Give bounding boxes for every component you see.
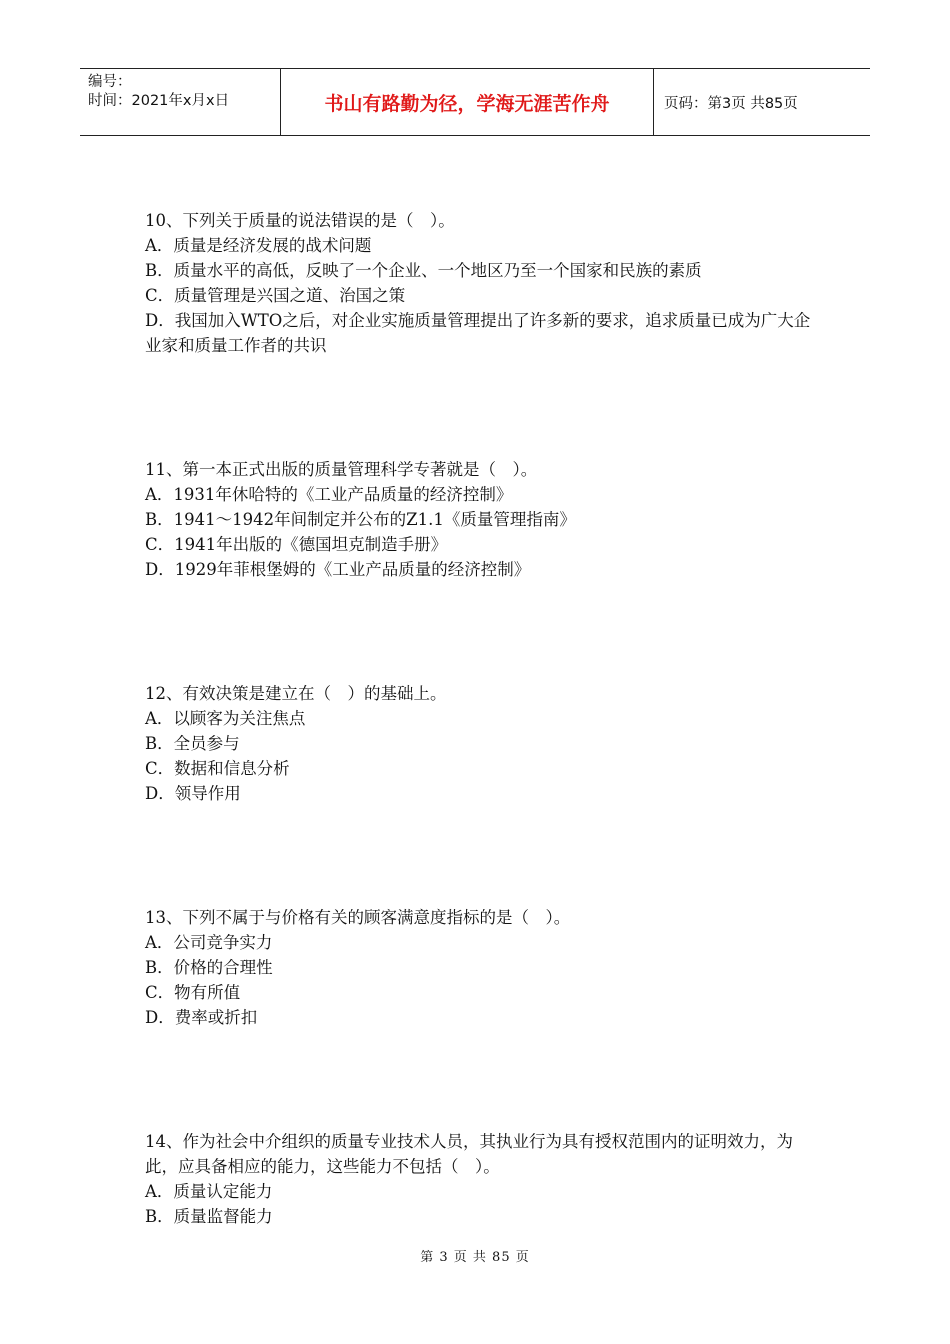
option-b: B．1941～1942年间制定并公布的Z1.1《质量管理指南》: [145, 510, 576, 529]
option-b: B．全员参与: [145, 734, 240, 753]
question-12: [145, 681, 825, 806]
option-d: D．费率或折扣: [145, 1008, 258, 1027]
question-stem: 12、有效决策是建立在（ ）的基础上。: [145, 684, 447, 703]
page-header: [80, 68, 870, 136]
option-d: D．领导作用: [145, 784, 241, 803]
option-d: D．我国加入WTO之后，对企业实施质量管理提出了许多新的要求，追求质量已成为广大企业家和质量工作者的共识: [145, 311, 811, 355]
option-a: A．公司竞争实力: [145, 933, 273, 952]
question-13: [145, 905, 825, 1030]
option-b: B．价格的合理性: [145, 958, 273, 977]
option-a: A．质量认定能力: [145, 1182, 273, 1201]
option-a: A．1931年休哈特的《工业产品质量的经济控制》: [145, 485, 513, 504]
question-stem: 11、第一本正式出版的质量管理科学专著就是（ ）。: [145, 460, 538, 479]
page-footer: 第 3 页 共 85 页: [420, 1250, 530, 1265]
time-label: 时间：2021年x月x日: [88, 93, 230, 109]
option-d: D．1929年菲根堡姆的《工业产品质量的经济控制》: [145, 560, 531, 579]
option-c: C．物有所值: [145, 983, 241, 1002]
question-stem: 10、下列关于质量的说法错误的是（ ）。: [145, 211, 455, 230]
option-a: A．以顾客为关注焦点: [145, 709, 306, 728]
option-c: C．质量管理是兴国之道、治国之策: [145, 286, 406, 305]
option-b: B．质量水平的高低，反映了一个企业、一个地区乃至一个国家和民族的素质: [145, 261, 702, 280]
question-stem: 14、作为社会中介组织的质量专业技术人员，其执业行为具有授权范围内的证明效力，为此，应具备相应的能力，这些能力不包括（ ）。: [145, 1132, 793, 1176]
option-c: C．1941年出版的《德国坦克制造手册》: [145, 535, 448, 554]
header-meta: [80, 69, 281, 135]
option-b: B．质量监督能力: [145, 1207, 273, 1226]
question-11: [145, 457, 825, 582]
option-c: C．数据和信息分析: [145, 759, 290, 778]
question-14: [145, 1129, 825, 1229]
header-motto: 书山有路勤为径，学海无涯苦作舟: [281, 69, 654, 135]
option-a: A．质量是经济发展的战术问题: [145, 236, 372, 255]
question-stem: 13、下列不属于与价格有关的顾客满意度指标的是（ ）。: [145, 908, 571, 927]
question-10: [145, 208, 825, 358]
header-page-info: 页码：第3页 共85页: [664, 95, 798, 112]
serial-label: 编号：: [88, 74, 132, 90]
